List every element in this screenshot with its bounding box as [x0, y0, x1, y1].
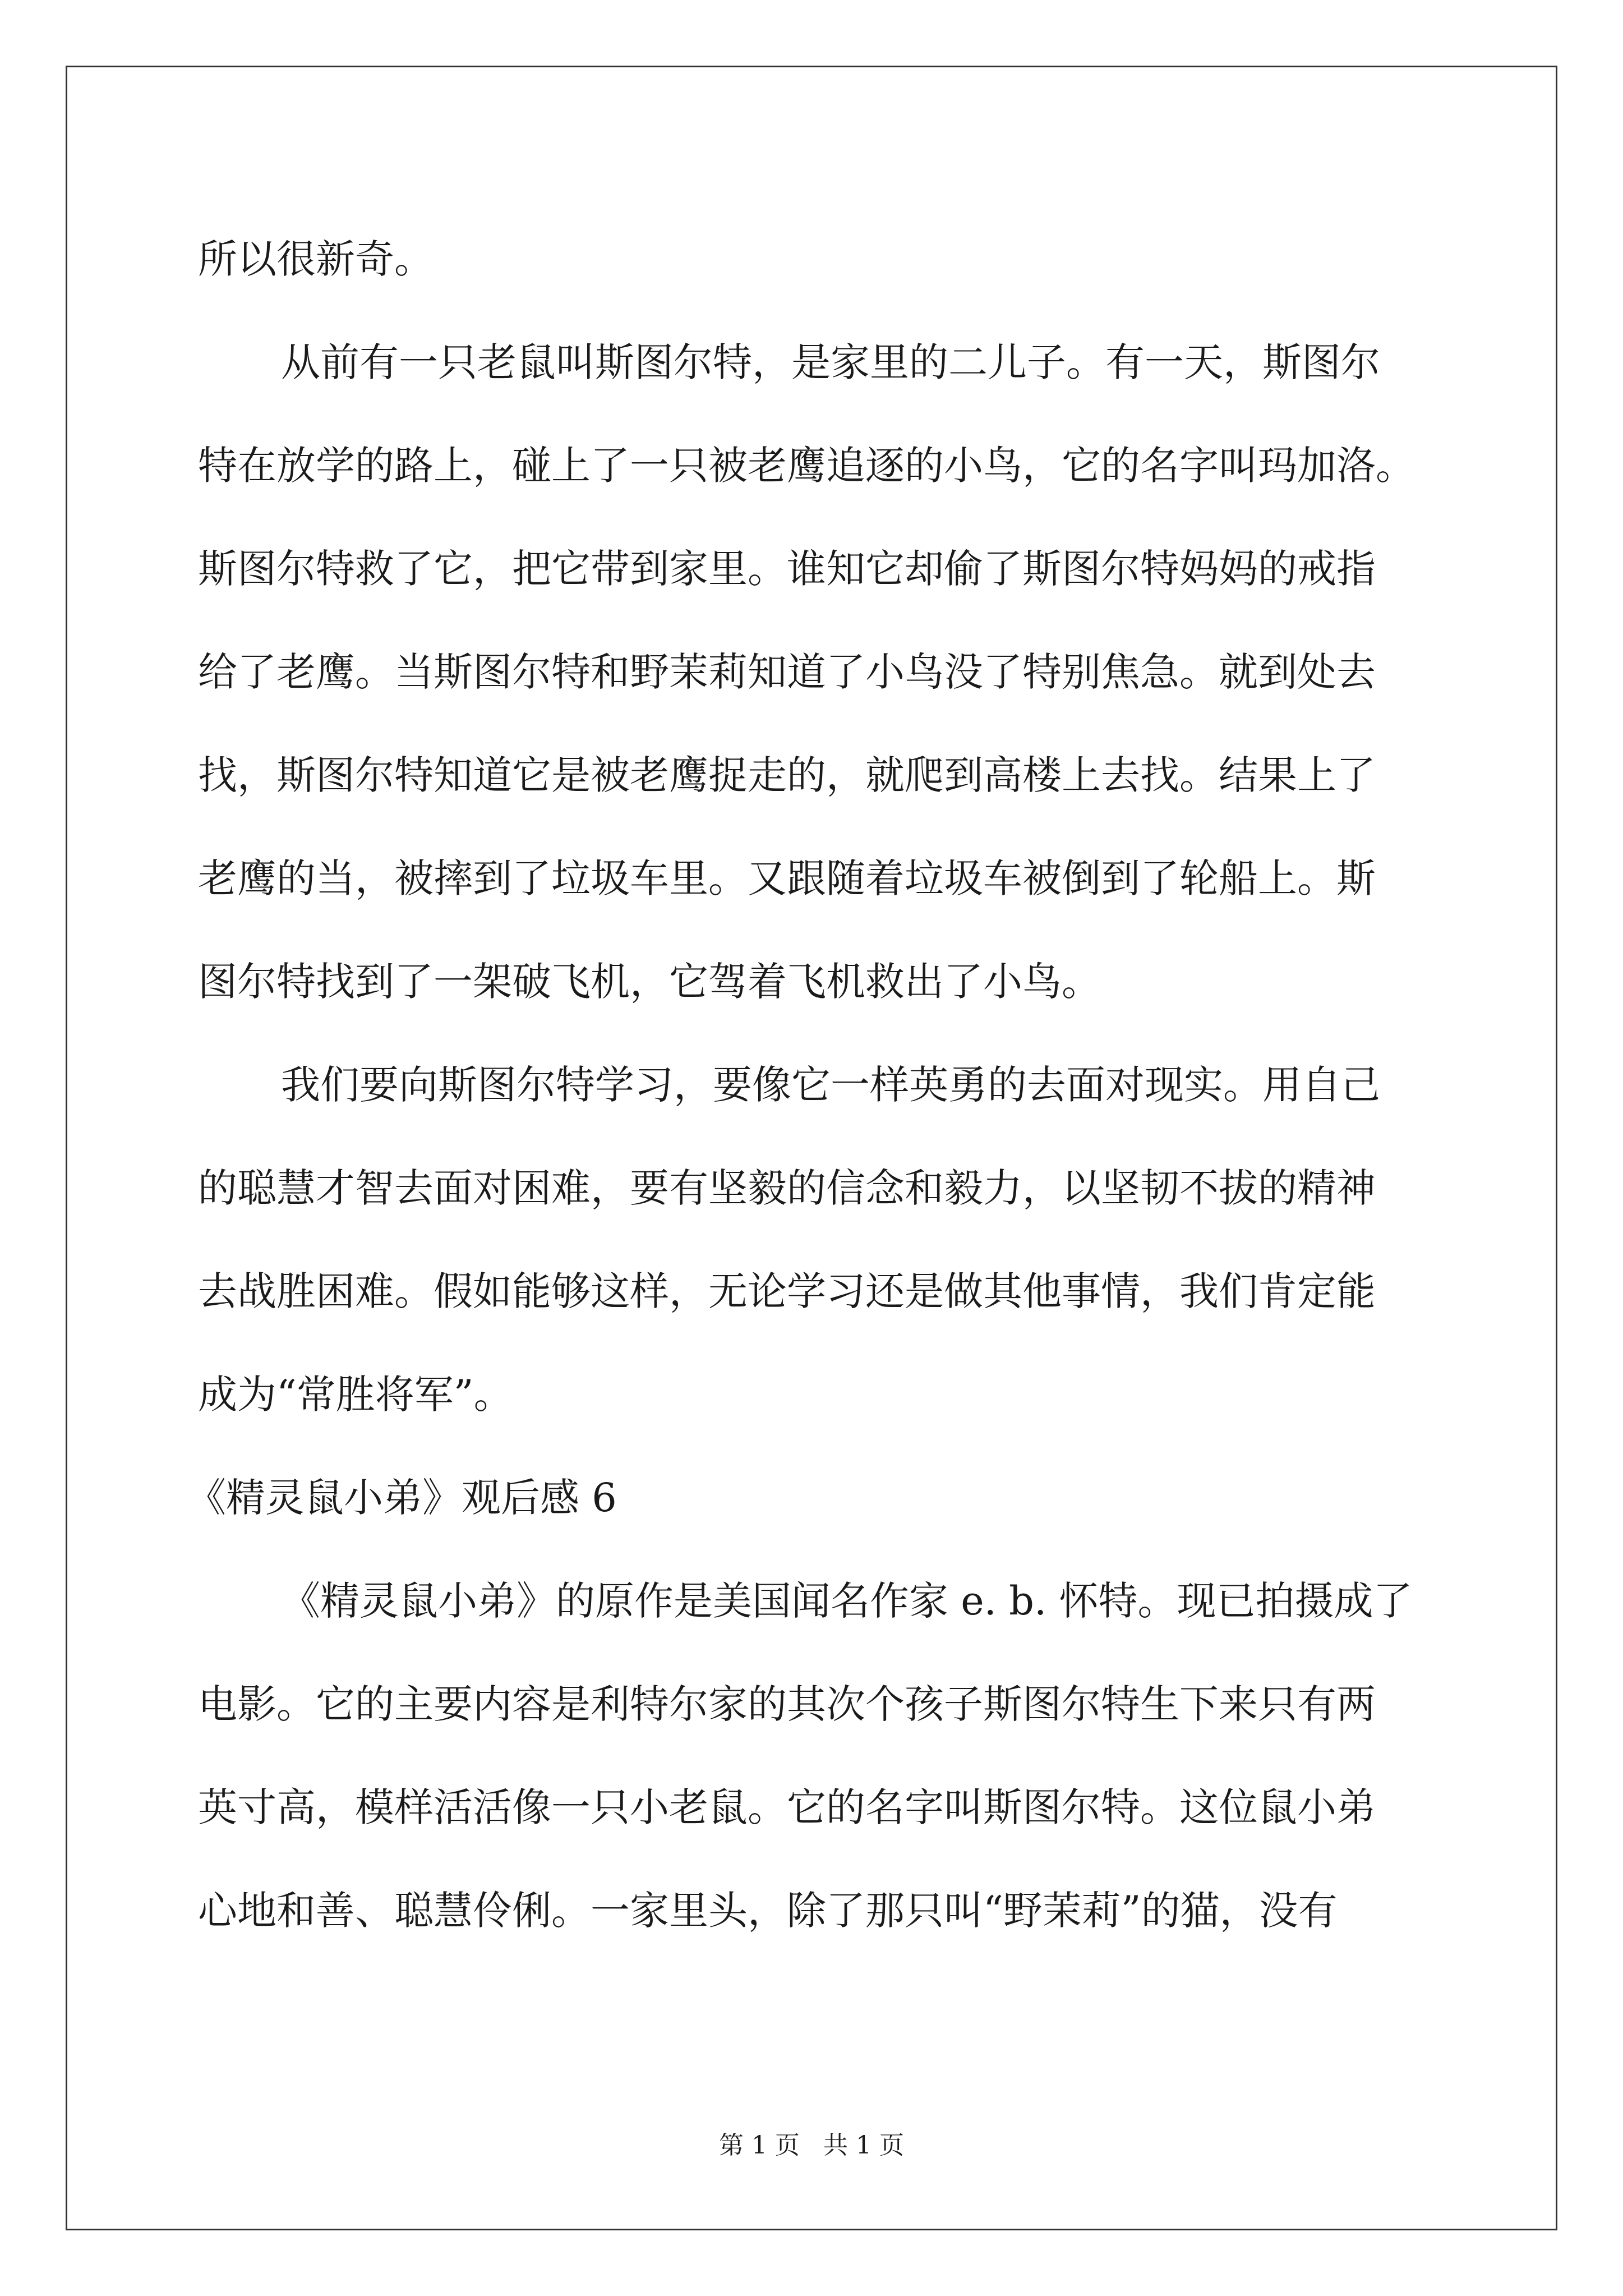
text-line-1: 所以很新奇。 — [198, 236, 434, 282]
text-line-7: 老鹰的当，被摔到了垃圾车里。又跟随着垃圾车被倒到了轮船上。斯 — [198, 855, 1376, 901]
text-line-11: 去战胜困难。假如能够这样，无论学习还是做其他事情，我们肯定能 — [198, 1268, 1376, 1314]
page-footer: 第 1 页 共 1 页 — [719, 2131, 904, 2160]
text-line-5: 给了老鹰。当斯图尔特和野茉莉知道了小鸟没了特别焦急。就到处去 — [198, 649, 1376, 695]
text-line-17: 心地和善、聪慧伶俐。一家里头，除了那只叫“野茉莉”的猫，没有 — [198, 1888, 1338, 1934]
text-line-16: 英寸高，模样活活像一只小老鼠。它的名字叫斯图尔特。这位鼠小弟 — [198, 1784, 1376, 1830]
text-line-12: 成为“常胜将军”。 — [198, 1372, 513, 1418]
text-line-15: 电影。它的主要内容是利特尔家的其次个孩子斯图尔特生下来只有两 — [198, 1681, 1376, 1727]
text-line-6: 找，斯图尔特知道它是被老鹰捉走的，就爬到高楼上去找。结果上了 — [198, 752, 1376, 798]
text-line-14: 《精灵鼠小弟》的原作是美国闻名作家 e. b. 怀特。现已拍摄成了 — [281, 1578, 1413, 1624]
text-line-8: 图尔特找到了一架破飞机，它驾着飞机救出了小鸟。 — [198, 959, 1101, 1005]
text-line-4: 斯图尔特救了它，把它带到家里。谁知它却偷了斯图尔特妈妈的戒指 — [198, 546, 1376, 592]
text-line-9: 我们要向斯图尔特学习，要像它一样英勇的去面对现实。用自己 — [281, 1062, 1380, 1108]
document-body — [187, 208, 1435, 1962]
text-line-10: 的聪慧才智去面对困难，要有坚毅的信念和毅力，以坚韧不拔的精神 — [198, 1165, 1376, 1211]
section-title: 《精灵鼠小弟》观后感 6 — [187, 1475, 617, 1521]
text-line-2: 从前有一只老鼠叫斯图尔特，是家里的二儿子。有一天，斯图尔 — [281, 339, 1380, 385]
text-line-3: 特在放学的路上，碰上了一只被老鹰追逐的小鸟，它的名字叫玛加洛。 — [198, 443, 1415, 489]
